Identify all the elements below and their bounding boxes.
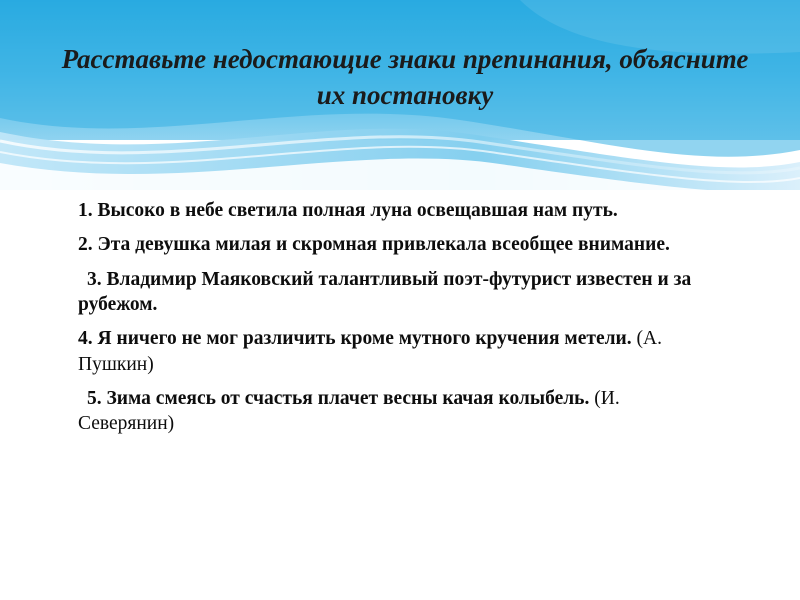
list-item bbox=[78, 386, 718, 437]
list-item-bold-text: 4. Я ничего не мог различить кроме мутного кручения метели. bbox=[78, 328, 632, 350]
exercise-list bbox=[78, 198, 718, 446]
list-item-plain-text: (И. Северянин) bbox=[78, 388, 620, 435]
list-item bbox=[78, 232, 718, 257]
list-item-bold-text: 2. Эта девушка милая и скромная привлекала всеобщее внимание. bbox=[78, 234, 670, 256]
list-item-plain-text: (А. Пушкин) bbox=[78, 328, 662, 375]
list-item bbox=[78, 198, 718, 223]
list-item-bold-text: 1. Высоко в небе светила полная луна освещавшая нам путь. bbox=[78, 200, 618, 221]
list-item-bold-text: 5. Зима смеясь от счастья плачет весны качая колыбель. bbox=[87, 388, 590, 410]
list-item bbox=[78, 326, 718, 377]
page-title: Расставьте недостающие знаки препинания, объясните их постановку bbox=[61, 44, 749, 110]
list-item bbox=[78, 267, 718, 318]
list-item-bold-text: 3. Владимир Маяковский талантливый поэт-футурист известен и за рубежом. bbox=[78, 268, 692, 316]
